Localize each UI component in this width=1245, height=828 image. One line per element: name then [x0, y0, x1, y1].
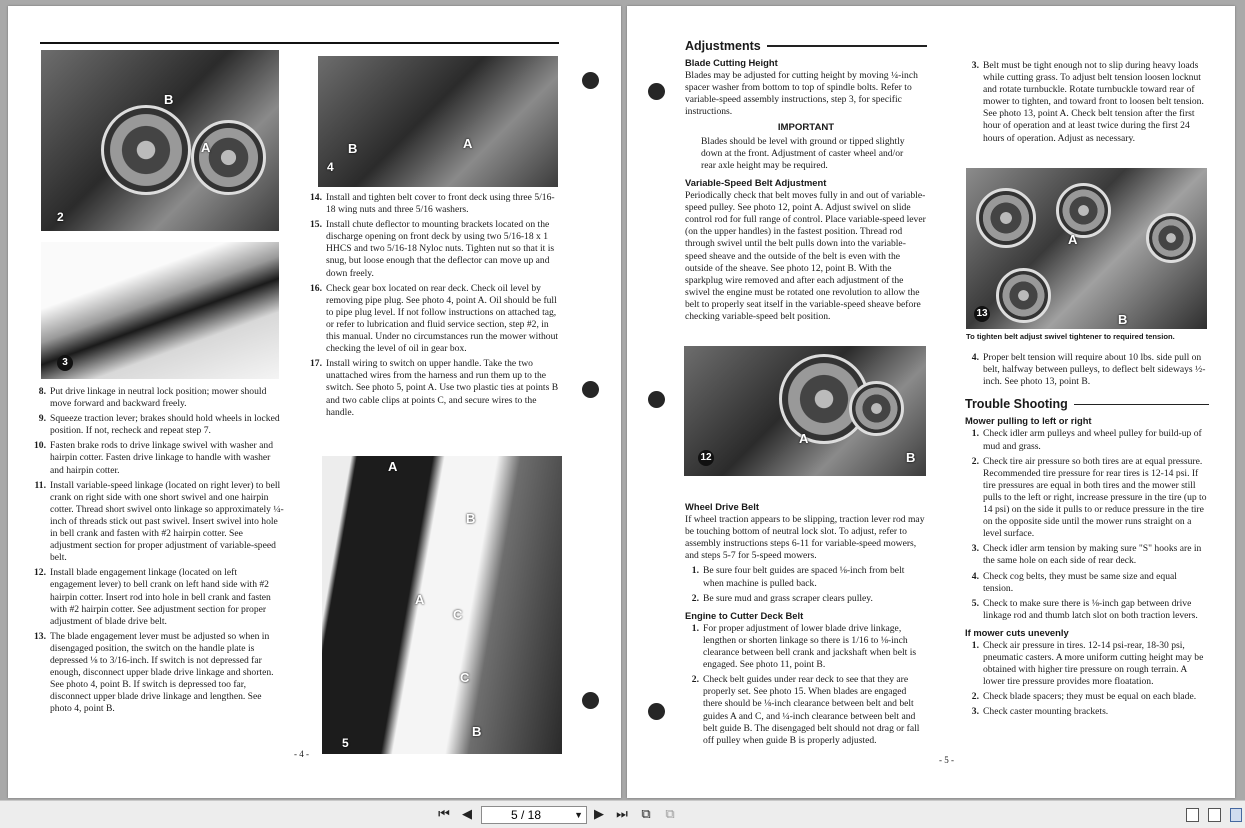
cutter-belt-step: 2. Check belt guides under rear deck to see that they are properly set. See photo 15. When blades are engaged there should be ⅛-inch clearance between belt and belt guides A and C, and ¼-inch clearance between belt and belt guide B. The disengaged belt should not drag or fall off pulley when guide B is properly adjusted. — [691, 674, 920, 746]
steps-column-2 — [302, 192, 560, 422]
adjustments-column — [685, 40, 927, 326]
page-5 — [627, 6, 1235, 798]
photo-5: A B A C C B 5 — [322, 456, 562, 754]
uneven-step: 2. Check blade spacers; they must be equal on each blade. — [971, 691, 1197, 703]
belt-step-3: 3. Belt must be tight enough not to slip during heavy loads while cutting grass. To adjust belt tension loosen locknut and rotate turnbuckle. Rotate turnbuckle toward rear of mower to tighten, and toward front to loosen belt tension. See photo 13, point A. Check belt tension after the first hour of operation and at least twice during the first 24 hours of operation. Adjust as necessary. — [971, 60, 1204, 144]
page-number: - 4 - — [294, 749, 309, 759]
step-8: 8. Put drive linkage in neutral lock position; mower should move forward and backward freely. — [38, 386, 267, 410]
continuous-view-icon[interactable] — [1208, 808, 1221, 822]
cutter-belt-step: 1. For proper adjustment of lower blade drive linkage, lengthen or shorten linkage so there is 1/16 to ⅛-inch clearance between bell crank and jackshaft when belt is engaged. See photo 11, point B. — [691, 622, 917, 671]
uneven-heading: If mower cuts unevenly — [965, 626, 1069, 638]
page-number: - 5 - — [939, 755, 954, 765]
important-label: IMPORTANT — [777, 121, 835, 133]
pulling-step: 2. Check tire air pressure so both tires are at equal pressure. Recommended tire pressure for rear tires is 12-14 psi. If tire pressures are equal in both tires and the mower still pulls to the left or right, increase pressure in the tire (up to 14 psi) on the side it pulls to or reduce pressure in the tire on the opposite side until the mower runs straight on a level surface. — [971, 455, 1207, 540]
wheel-drive-step: 1. Be sure four belt guides are spaced ⅛-inch from belt when machine is pulled back. — [691, 565, 905, 589]
step-10: 10. Fasten brake rods to drive linkage swivel with washer and hairpin cotter. Fasten drive linkage to handle with washer and hairpin cotter. — [34, 440, 273, 476]
steps-column-1 — [26, 386, 284, 718]
photo-13: A B 13 — [966, 168, 1207, 329]
cutter-belt-heading: Engine to Cutter Deck Belt — [685, 609, 804, 621]
pulling-step: 5. Check to make sure there is ⅛-inch gap between drive linkage rod and thumb latch slot on both traction levers. — [971, 597, 1198, 621]
next-page-icon[interactable]: ▶ — [594, 807, 604, 822]
rotate-icon[interactable]: ⧉ — [665, 807, 675, 822]
step-9: 9. Squeeze traction lever; brakes should hold wheels in locked position. If not, recheck and repeat step 7. — [38, 413, 280, 437]
uneven-step: 3. Check caster mounting brackets. — [971, 706, 1109, 718]
step-15: 15. Install chute deflector to mounting brackets located on the discharge opening on front deck by using two 5/16-18 x 1 HHCS and two 5/16-18 Nyloc nuts. Tighten nut so that it is snug, but loose enough that the deflector can move up and down freely. — [310, 219, 555, 279]
photo-12: A B 12 — [684, 346, 926, 476]
trouble-shooting-heading: Trouble Shooting — [965, 398, 1209, 410]
photo-2: B A 2 — [41, 50, 279, 231]
punch-hole — [648, 391, 665, 408]
photo-13-caption: To tighten belt adjust swivel tightener to required tension. — [966, 332, 1175, 341]
last-page-icon[interactable]: ⏭ — [616, 807, 628, 822]
belt-step-4: 4. Proper belt tension will require about 10 lbs. side pull on belt, halfway between pulleys, to deflect belt sideways ½-inch. See photo 13, point B. — [971, 352, 1206, 388]
photo-3: 3 — [41, 242, 279, 379]
page-number-input[interactable] — [482, 807, 570, 823]
adjustments-heading: Adjustments — [685, 40, 927, 52]
step-14: 14. Install and tighten belt cover to front deck using three 5/16-18 wing nuts and three 5/16 washers. — [310, 192, 555, 216]
viewer-toolbar — [0, 800, 1245, 828]
uneven-step: 1. Check air pressure in tires. 12-14 psi-rear, 18-30 psi, pneumatic casters. A more uniform cutting height may be obtained with higher tire pressure on rough terrain. A lower tire pressure provides more floatation. — [971, 639, 1204, 688]
top-rule — [40, 42, 559, 44]
page-number-field[interactable] — [481, 806, 587, 824]
wheel-drive-text: If wheel traction appears to be slipping, traction lever rod may be touching bottom of neutral lock slot. To adjust, refer to assembly instructions steps 6-11 for variable-speed mowers, and steps 5-7 for 5-speed mowers. — [685, 514, 925, 562]
blade-height-text: Blades may be adjusted for cutting height by moving ¼-inch spacer washer from bottom to top of spindle bolts. Refer to variable-speed assembly instructions, step 3, for specific instructions. — [685, 70, 918, 118]
wheel-drive-column — [685, 496, 927, 750]
wheel-drive-step: 2. Be sure mud and grass scraper clears pulley. — [691, 592, 873, 604]
wheel-drive-heading: Wheel Drive Belt — [685, 501, 759, 512]
step-16: 16. Check gear box located on rear deck. Check oil level by removing pipe plug. See photo 4, point A. Oil should be full to pipe plug level. If not follow instructions on attached tag, or refer to lubrication and fluid service section, step #2, in this manual. Under no circumstances run the mower without checking the level of oil in gear box. — [310, 282, 559, 355]
trouble-column — [965, 352, 1209, 722]
fit-page-icon[interactable]: ⧉ — [641, 807, 651, 822]
pulling-step: 1. Check idler arm pulleys and wheel pulley for build-up of mud and grass. — [971, 428, 1202, 452]
pulling-step: 3. Check idler arm tension by making sure "S" hooks are in the same hole on each side of rear deck. — [971, 543, 1202, 567]
step-13: 13. The blade engagement lever must be adjusted so when in disengaged position, the switch on the handle plate is depressed ⅛ to 3/16-inch. If switch is not depressed far enough, disconnect upper blade drive linkage and shorten. See photo 4, point B. If switch is depressed too far, disconnect upper blade drive linkage and lengthen. See photo 4, point B. — [34, 630, 274, 715]
two-page-view-icon[interactable] — [1230, 808, 1242, 822]
step-11: 11. Install variable-speed linkage (located on right lever) to bell crank on right side with one short swivel and one hairpin cotter. Thread short swivel onto linkage so approximately ¼-inch of threads stick out past swivel. Insert swivel into hole in bell crank and fasten with #2 hairpin cotter. See adjustment section for proper adjustment of variable-speed belt. — [34, 479, 284, 564]
punch-hole — [582, 692, 599, 709]
punch-hole — [648, 703, 665, 720]
chevron-down-icon[interactable]: ▼ — [574, 810, 583, 820]
important-text: Blades should be level with ground or tipped slightly down at the front. Adjustment of caster wheel and/or rear axle height may be required. — [701, 135, 905, 171]
vs-belt-heading: Variable-Speed Belt Adjustment — [685, 176, 827, 188]
punch-hole — [648, 83, 665, 100]
single-page-view-icon[interactable] — [1186, 808, 1199, 822]
blade-height-heading: Blade Cutting Height — [685, 57, 778, 69]
previous-page-icon[interactable]: ◀ — [462, 807, 472, 822]
first-page-icon[interactable]: ⏮ — [438, 807, 450, 822]
step-12: 12. Install blade engagement linkage (located on left engagement lever) to bell crank on left hand side with #2 hairpin cotter. Insert rod into hole in bell crank and fasten with #2 hairpin cotter. See adjustment section for proper adjustment of blade drive belt. — [34, 567, 271, 627]
photo-4: B A 4 — [318, 56, 558, 187]
punch-hole — [582, 72, 599, 89]
pulling-heading: Mower pulling to left or right — [965, 415, 1092, 427]
page-4 — [8, 6, 621, 798]
punch-hole — [582, 381, 599, 398]
pulling-step: 4. Check cog belts, they must be same size and equal tension. — [971, 570, 1177, 594]
step-17: 17. Install wiring to switch on upper handle. Take the two unattached wires from the harness and run them up to the switch. See photo 5, point A. Use two plastic ties at points B and two cable clips at points C, and secure wires to the handle. — [310, 358, 559, 418]
vs-belt-text: Periodically check that belt moves fully in and out of variable-speed pulley. See photo 12, point A. Adjust swivel on slide control rod for full range of control. Place variable-speed lever (on the upper handles) in the fastest position. Thread rod through swivel until the belt pulls down into the variable-speed sheave and the outside of the belt is even with the outside of the sheave. See photo 12, point B. With the sparkplug wire removed and after each adjustment of the swivel the engine must be rotated one revolution to allow the belt to properly seat itself in the variable-speed sheave before checking variable-speed belt position. — [685, 190, 926, 322]
